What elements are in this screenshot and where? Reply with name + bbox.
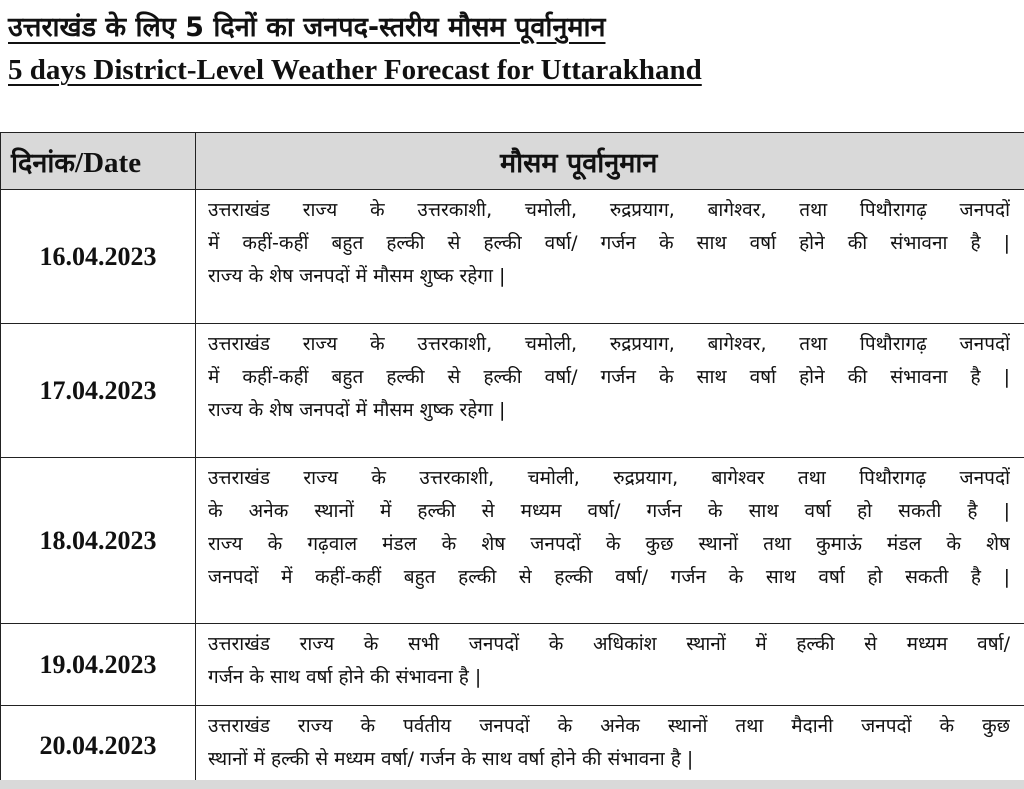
header-date bbox=[1, 133, 196, 190]
next-section-header-strip bbox=[0, 780, 1024, 789]
row-date: 17.04.2023 bbox=[1, 324, 196, 458]
forecast-line: गर्जन के साथ वर्षा होने की संभावना है | bbox=[208, 666, 482, 688]
forecast-line: के अनेक स्थानों में हल्की से मध्यम वर्षा/ गर्जन के साथ वर्षा हो सकती है | bbox=[208, 500, 1010, 522]
row-forecast bbox=[196, 324, 1024, 458]
forecast-table bbox=[0, 132, 1024, 786]
forecast-line: उत्तराखंड राज्य के उत्तरकाशी, चमोली, रुद्रप्रयाग, बागेश्वर, तथा पिथौरागढ़ जनपदों bbox=[208, 199, 1010, 221]
row-forecast bbox=[196, 624, 1024, 706]
header-date-english: /Date bbox=[75, 146, 142, 179]
row-date: 16.04.2023 bbox=[1, 190, 196, 324]
table-row bbox=[1, 190, 1024, 324]
forecast-line: राज्य के गढ़वाल मंडल के शेष जनपदों के कुछ स्थानों तथा कुमाऊं मंडल के शेष bbox=[208, 533, 1010, 555]
row-forecast bbox=[196, 458, 1024, 624]
row-date: 19.04.2023 bbox=[1, 624, 196, 706]
title-english: 5 days District-Level Weather Forecast for Uttarakhand bbox=[8, 54, 702, 86]
forecast-line: उत्तराखंड राज्य के उत्तरकाशी, चमोली, रुद्रप्रयाग, बागेश्वर, तथा पिथौरागढ़ जनपदों bbox=[208, 333, 1010, 355]
forecast-line: उत्तराखंड राज्य के पर्वतीय जनपदों के अनेक स्थानों तथा मैदानी जनपदों के कुछ bbox=[208, 715, 1010, 737]
header-date-hindi: दिनांक bbox=[11, 147, 76, 179]
forecast-line: में कहीं-कहीं बहुत हल्की से हल्की वर्षा/ गर्जन के साथ वर्षा होने की संभावना है | bbox=[208, 232, 1010, 254]
row-date: 18.04.2023 bbox=[1, 458, 196, 624]
forecast-line: उत्तराखंड राज्य के सभी जनपदों के अधिकांश स्थानों में हल्की से मध्यम वर्षा/ bbox=[208, 633, 1010, 655]
forecast-line: उत्तराखंड राज्य के उत्तरकाशी, चमोली, रुद्रप्रयाग, बागेश्वर तथा पिथौरागढ़ जनपदों bbox=[208, 467, 1010, 489]
header-forecast: मौसम पूर्वानुमान bbox=[196, 133, 1024, 190]
forecast-line: में कहीं-कहीं बहुत हल्की से हल्की वर्षा/ गर्जन के साथ वर्षा होने की संभावना है | bbox=[208, 366, 1010, 388]
table-row bbox=[1, 706, 1024, 786]
table-row bbox=[1, 624, 1024, 706]
forecast-line: जनपदों में कहीं-कहीं बहुत हल्की से हल्की वर्षा/ गर्जन के साथ वर्षा हो सकती है | bbox=[208, 566, 1010, 588]
row-date: 20.04.2023 bbox=[1, 706, 196, 786]
row-forecast bbox=[196, 190, 1024, 324]
forecast-line: स्थानों में हल्की से मध्यम वर्षा/ गर्जन के साथ वर्षा होने की संभावना है | bbox=[208, 748, 694, 770]
document-title bbox=[8, 6, 1008, 90]
table-row bbox=[1, 458, 1024, 624]
row-forecast bbox=[196, 706, 1024, 786]
title-hindi: उत्तराखंड के लिए 5 दिनों का जनपद-स्तरीय मौसम पूर्वानुमान bbox=[8, 12, 606, 43]
table-row bbox=[1, 324, 1024, 458]
forecast-line: राज्य के शेष जनपदों में मौसम शुष्क रहेगा | bbox=[208, 399, 506, 421]
table-header-row bbox=[1, 133, 1024, 190]
forecast-line: राज्य के शेष जनपदों में मौसम शुष्क रहेगा | bbox=[208, 265, 506, 287]
